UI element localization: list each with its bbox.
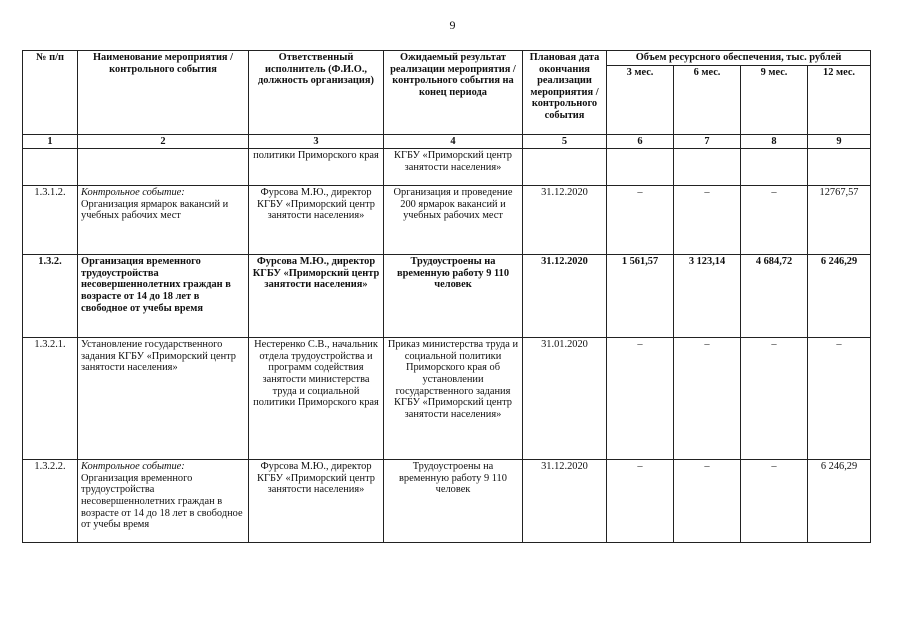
row-q6-value [674,149,741,186]
row-executor: политики Приморского края [249,149,384,186]
table-row [23,149,871,186]
row-q12-value: 12767,57 [808,186,871,255]
control-event-label: Контрольное событие: [81,187,185,199]
column-number-row [23,134,871,149]
row-q12-value: 6 246,29 [808,460,871,543]
header-resource-group: Объем ресурсного обеспечения, тыс. рублей [607,51,871,66]
event-name-text: Организация временного трудоустройства несовершеннолетних граждан в возрасте от 14 до 18 лет в свободное от учебы время [81,472,243,531]
row-executor: Фурсова М.Ю., директор КГБУ «Приморский центр занятости населения» [249,460,384,543]
row-planned-date: 31.12.2020 [523,186,607,255]
row-planned-date: 31.01.2020 [523,338,607,460]
table-row [23,338,871,460]
event-name-text: Организация ярмарок вакансий и учебных рабочих мест [81,198,229,222]
row-event-name [78,460,249,543]
column-number: 6 [607,134,674,149]
row-q9-value: – [741,338,808,460]
header-q9: 9 мес. [741,65,808,134]
event-name-text: Установление государственного задания КГБУ «Приморский центр занятости населения» [81,339,237,374]
plan-table [22,50,871,543]
row-number: 1.3.2. [23,255,78,338]
column-number: 4 [384,134,523,149]
row-q12-value: – [808,338,871,460]
column-number: 5 [523,134,607,149]
column-number: 2 [78,134,249,149]
row-number: 1.3.2.2. [23,460,78,543]
row-q3-value: 1 561,57 [607,255,674,338]
header-q12: 12 мес. [808,65,871,134]
row-q3-value: – [607,186,674,255]
header-planned-date: Плановая дата окончания реализации мероприятия / контрольного события [523,51,607,135]
row-q6-value: – [674,186,741,255]
row-planned-date [523,149,607,186]
page-number: 9 [449,18,456,32]
row-q6-value: – [674,338,741,460]
row-q12-value [808,149,871,186]
row-planned-date: 31.12.2020 [523,460,607,543]
row-executor: Нестеренко С.В., начальник отдела трудоустройства и программ содействия занятости министерства труда и социальной политики Приморского края [249,338,384,460]
column-number: 9 [808,134,871,149]
row-q3-value [607,149,674,186]
control-event-label: Контрольное событие: [81,461,185,473]
row-expected-result: Трудоустроены на временную работу 9 110 человек [384,460,523,543]
row-number [23,149,78,186]
header-row [23,51,871,66]
row-event-name [78,338,249,460]
row-q9-value [741,149,808,186]
table-row [23,460,871,543]
table-row [23,255,871,338]
row-expected-result: КГБУ «Приморский центр занятости населения» [384,149,523,186]
row-q3-value: – [607,460,674,543]
row-expected-result: Организация и проведение 200 ярмарок вакансий и учебных рабочих мест [384,186,523,255]
header-q3: 3 мес. [607,65,674,134]
row-executor: Фурсова М.Ю., директор КГБУ «Приморский центр занятости населения» [249,186,384,255]
event-name-text: Организация временного трудоустройства несовершеннолетних граждан в возрасте от 14 до 18 лет в свободное от учебы время [81,256,231,314]
row-event-name [78,255,249,338]
row-number: 1.3.2.1. [23,338,78,460]
row-q9-value: 4 684,72 [741,255,808,338]
row-number: 1.3.1.2. [23,186,78,255]
column-number: 1 [23,134,78,149]
table-row [23,186,871,255]
header-expected-result: Ожидаемый результат реализации мероприятия / контрольного события на конец периода [384,51,523,135]
row-expected-result: Приказ министерства труда и социальной политики Приморского края об установлении государственного задания КГБУ «Приморский центр занятости населения» [384,338,523,460]
column-number: 7 [674,134,741,149]
row-q9-value: – [741,186,808,255]
row-event-name [78,186,249,255]
header-executor: Ответственный исполнитель (Ф.И.О., должность организация) [249,51,384,135]
row-executor: Фурсова М.Ю., директор КГБУ «Приморский центр занятости населения» [249,255,384,338]
row-planned-date: 31.12.2020 [523,255,607,338]
header-number: № п/п [23,51,78,135]
row-q9-value: – [741,460,808,543]
column-number: 8 [741,134,808,149]
row-q3-value: – [607,338,674,460]
row-q12-value: 6 246,29 [808,255,871,338]
row-q6-value: 3 123,14 [674,255,741,338]
column-number: 3 [249,134,384,149]
header-q6: 6 мес. [674,65,741,134]
row-q6-value: – [674,460,741,543]
row-event-name [78,149,249,186]
header-event-name: Наименование мероприятия / контрольного события [78,51,249,135]
row-expected-result: Трудоустроены на временную работу 9 110 человек [384,255,523,338]
